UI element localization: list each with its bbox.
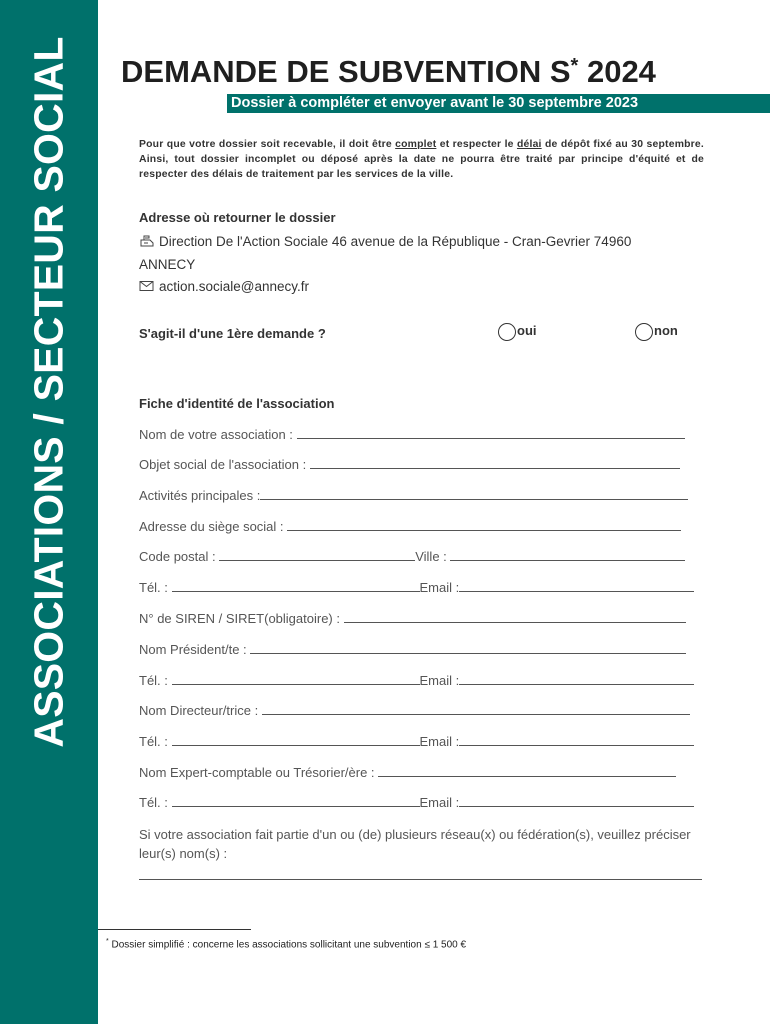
field-objet[interactable] (139, 457, 707, 472)
field-expert-input[interactable] (378, 765, 676, 777)
field-tel-email-2[interactable] (139, 673, 707, 688)
intro-paragraph (139, 137, 704, 182)
field-cp-input[interactable] (219, 549, 415, 561)
field-tel-input[interactable] (172, 673, 420, 685)
envelope-icon (139, 280, 155, 292)
field-objet-label: Objet social de l'association : (139, 457, 310, 472)
field-activites[interactable] (139, 488, 707, 503)
intro-complet: complet (395, 139, 437, 150)
radio-oui[interactable] (498, 323, 537, 341)
field-email-label: Email : (419, 795, 460, 810)
field-email-label: Email : (419, 734, 460, 749)
intro-part2: et respecter le (436, 139, 517, 150)
address-heading: Adresse où retourner le dossier (139, 210, 336, 225)
address-email[interactable]: action.sociale@annecy.fr (159, 279, 310, 294)
field-tel-label: Tél. : (139, 580, 172, 595)
field-tel-label: Tél. : (139, 673, 172, 688)
title-text: DEMANDE DE SUBVENTION S (121, 54, 571, 89)
page-title (121, 54, 656, 90)
field-email-input[interactable] (459, 673, 694, 685)
network-input-line[interactable] (139, 879, 702, 880)
field-tel-input[interactable] (172, 580, 420, 592)
field-president-label: Nom Président/te : (139, 642, 251, 657)
field-siren-input[interactable] (344, 611, 686, 623)
field-ville-label: Ville : (415, 549, 451, 564)
field-expert[interactable] (139, 765, 707, 780)
field-siren-label: N° de SIREN / SIRET(obligatoire) : (139, 611, 344, 626)
footnote-text: Dossier simplifié : concerne les associations sollicitant une subvention ≤ 1 500 € (108, 939, 467, 951)
field-tel-label: Tél. : (139, 795, 172, 810)
field-email-input[interactable] (459, 734, 694, 746)
field-directeur[interactable] (139, 703, 707, 718)
intro-part3: de dépôt fixé au 30 septembre. Ainsi, tout dossier incomplet ou déposé après la date ne pourra être traité par principe d'équité et de respecter des délais de traitement par les services de la ville. (139, 139, 704, 180)
field-email-label: Email : (419, 580, 460, 595)
mailbox-icon (139, 235, 155, 247)
title-year: 2024 (578, 54, 656, 89)
first-request-question: S'agit-il d'une 1ère demande ? (139, 326, 326, 341)
intro-part1: Pour que votre dossier soit recevable, il doit être (139, 139, 396, 150)
field-tel-email-1[interactable] (139, 580, 707, 595)
radio-non-label: non (654, 323, 678, 338)
sector-title: ASSOCIATIONS / SECTEUR SOCIAL (25, 36, 72, 748)
field-email-input[interactable] (459, 795, 694, 807)
side-band (0, 0, 98, 1024)
field-directeur-label: Nom Directeur/trice : (139, 703, 262, 718)
radio-oui-label: oui (517, 323, 537, 338)
field-adresse-input[interactable] (287, 519, 681, 531)
field-nom-input[interactable] (297, 427, 685, 439)
field-expert-label: Nom Expert-comptable ou Trésorier/ère : (139, 765, 379, 780)
field-email-label: Email : (419, 673, 460, 688)
radio-non[interactable] (635, 323, 678, 341)
field-adresse[interactable] (139, 519, 707, 534)
field-tel-label: Tél. : (139, 734, 172, 749)
identity-heading: Fiche d'identité de l'association (139, 396, 335, 411)
field-president[interactable] (139, 642, 707, 657)
field-email-input[interactable] (459, 580, 694, 592)
field-siren[interactable] (139, 611, 707, 626)
radio-oui-circle[interactable] (498, 323, 516, 341)
address-email-row (139, 279, 309, 294)
radio-non-circle[interactable] (635, 323, 653, 341)
field-adresse-label: Adresse du siège social : (139, 519, 288, 534)
address-city: ANNECY (139, 257, 196, 272)
footnote-mark: * (106, 938, 109, 945)
deadline-banner: Dossier à compléter et envoyer avant le 30 septembre 2023 (227, 94, 770, 113)
field-tel-email-4[interactable] (139, 795, 707, 810)
field-tel-email-3[interactable] (139, 734, 707, 749)
field-directeur-input[interactable] (262, 703, 690, 715)
field-activites-input[interactable] (260, 488, 688, 500)
field-activites-label: Activités principales : (139, 488, 261, 503)
field-tel-input[interactable] (172, 734, 420, 746)
field-objet-input[interactable] (310, 457, 680, 469)
field-cp-ville[interactable] (139, 549, 707, 564)
field-ville-input[interactable] (450, 549, 685, 561)
field-nom-label: Nom de votre association : (139, 427, 297, 442)
footnote (106, 938, 466, 950)
network-note: Si votre association fait partie d'un ou (de) plusieurs réseau(x) ou fédération(s), veuillez préciser leur(s) nom(s) : (139, 827, 691, 861)
field-cp-label: Code postal : (139, 549, 220, 564)
footnote-divider (98, 929, 251, 930)
address-text: Direction De l'Action Sociale 46 avenue de la République - Cran-Gevrier 74960 (159, 234, 632, 249)
intro-delai: délai (516, 139, 542, 150)
field-president-input[interactable] (250, 642, 686, 654)
address-line-1 (139, 234, 631, 249)
title-footnote-mark: * (570, 55, 579, 77)
field-tel-input[interactable] (172, 795, 420, 807)
field-nom[interactable] (139, 427, 707, 442)
